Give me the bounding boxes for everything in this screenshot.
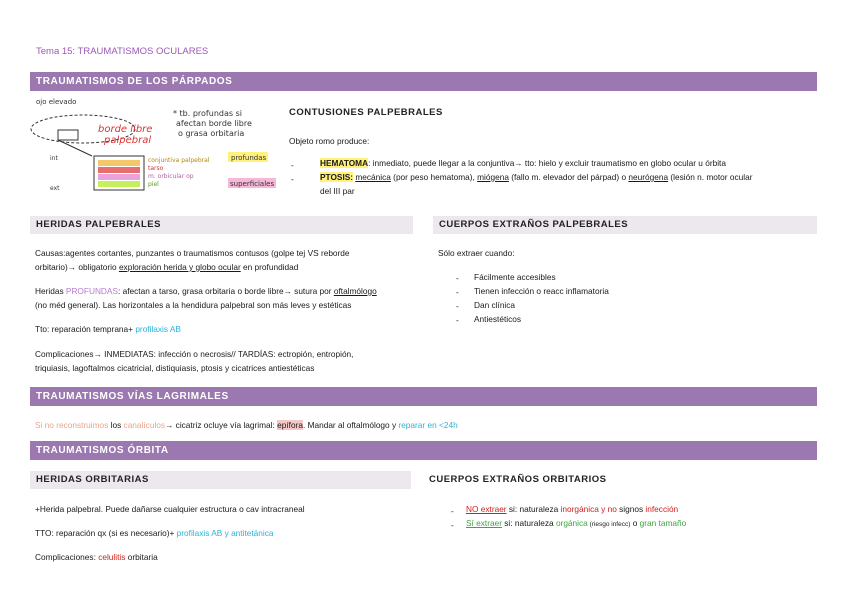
sketch-profundas: profundas	[231, 154, 267, 162]
cuerpos-palp-intro: Sólo extraer cuando:	[438, 248, 515, 258]
sketch-label-borde1: borde libre	[98, 124, 153, 135]
layer-musculo	[98, 174, 140, 180]
sketch-note-1: * tb. profundas si	[173, 109, 242, 118]
sketch-label-borde2: palpebral	[104, 135, 152, 146]
layer-conjuntiva	[98, 160, 140, 166]
contusiones-item-hematoma: HEMATOMA: inmediato, puede llegar a la conjuntiva→ tto: hielo y excluir traumatismo en globo ocular u órbita	[320, 158, 726, 168]
sketch-label-ojo: ojo elevado	[36, 98, 77, 106]
sketch-note-3: o grasa orbitaria	[178, 129, 245, 138]
section-header-parpados: TRAUMATISMOS DE LOS PÁRPADOS	[30, 72, 817, 91]
heridas-complicaciones: Complicaciones→ INMEDIATAS: infección o necrosis// TARDÍAS: ectropión, entropión, triquiasis, lagoftalmos cicatricial, distiquiasis, ptosis y cicatrices antiestéticas	[35, 349, 354, 373]
cuerpos-palp-item: Antiestéticos	[474, 314, 522, 324]
contusiones-item-ptosis-cont: del III par	[320, 186, 355, 196]
cuerpos-orb-no-extraer: NO extraer si: naturaleza inorgánica y no signos infección	[466, 504, 679, 514]
zoom-line	[58, 140, 92, 156]
contusiones-item-ptosis: PTOSIS: mecánica (por peso hematoma), miógena (fallo m. elevador del párpad) o neurógena (lesión n. motor ocular	[320, 172, 753, 182]
heridas-orb-complicaciones: Complicaciones: celulitis orbitaria	[35, 552, 158, 562]
sketch-superficiales: superficiales	[230, 180, 275, 188]
bullet-dash: -	[451, 506, 454, 516]
sketch-capa-2: tarso	[148, 165, 164, 172]
heridas-palpebrales-heading: HERIDAS PALPEBRALES	[30, 216, 413, 234]
bullet-dash: -	[291, 160, 294, 170]
cuerpos-palp-item: Dan clínica	[474, 300, 516, 310]
sketch-capa-1: conjuntiva palpebral	[148, 157, 210, 164]
heridas-causas: Causas:agentes cortantes, punzantes o traumatismos contusos (golpe tej VS reborde orbitario)→ obligatorio exploración herida y globo ocular en profundidad	[35, 248, 350, 272]
sketch-capa-4: piel	[148, 181, 159, 188]
heridas-profundas: Heridas PROFUNDAS: afectan a tarso, grasa orbitaria o borde libre→ sutura por oftalmólogo (no méd general). Las horizontales a la hendidura palpebral son más leves y estéticas	[35, 286, 377, 310]
cuerpos-palp-item: Tienen infección o reacc inflamatoria	[474, 286, 609, 296]
layer-tarso	[98, 167, 140, 173]
heridas-orb-tto: TTO: reparación qx (si es necesario)+ profilaxis AB y antitetánica	[35, 528, 274, 538]
cuerpos-orbitarios-heading: CUERPOS EXTRAÑOS ORBITARIOS	[423, 471, 817, 489]
contusiones-intro: Objeto romo produce:	[289, 136, 370, 146]
heridas-tto: Tto: reparación temprana+ profilaxis AB	[35, 324, 181, 334]
vias-text: Si no reconstruimos los canalículos→ cicatriz ocluye vía lagrimal: epífora. Mandar al oftalmólogo y reparar en <24h	[35, 420, 458, 430]
bullet-dash: -	[456, 273, 459, 283]
bullet-dash: -	[456, 287, 459, 297]
cuerpos-palpebrales-heading: CUERPOS EXTRAÑOS PALPEBRALES	[433, 216, 817, 234]
sketch-ext: ext	[50, 185, 60, 192]
contusiones-heading: CONTUSIONES PALPEBRALES	[283, 104, 538, 122]
heridas-orb-line1: +Herida palpebral. Puede dañarse cualquier estructura o cav intracraneal	[35, 504, 305, 514]
cuerpos-palp-item: Fácilmente accesibles	[474, 272, 556, 282]
bullet-dash: -	[456, 315, 459, 325]
sketch-note-2: afectan borde libre	[176, 119, 252, 128]
cuerpos-orb-si-extraer: Sí extraer si: naturaleza orgánica (riesgo infecc) o gran tamaño	[466, 518, 687, 528]
bullet-dash: -	[456, 301, 459, 311]
bullet-dash: -	[291, 174, 294, 184]
bullet-dash: -	[451, 520, 454, 530]
sketch-int: int	[50, 155, 58, 162]
eyelid-sketch	[28, 94, 283, 204]
zoom-box	[58, 130, 78, 140]
heridas-orbitarias-heading: HERIDAS ORBITARIAS	[30, 471, 411, 489]
section-header-orbita: TRAUMATISMOS ÓRBITA	[30, 441, 817, 460]
document-title: Tema 15: TRAUMATISMOS OCULARES	[36, 46, 209, 57]
layer-piel	[98, 181, 140, 187]
section-header-vias: TRAUMATISMOS VÍAS LAGRIMALES	[30, 387, 817, 406]
sketch-capa-3: m. orbicular op	[148, 173, 194, 180]
